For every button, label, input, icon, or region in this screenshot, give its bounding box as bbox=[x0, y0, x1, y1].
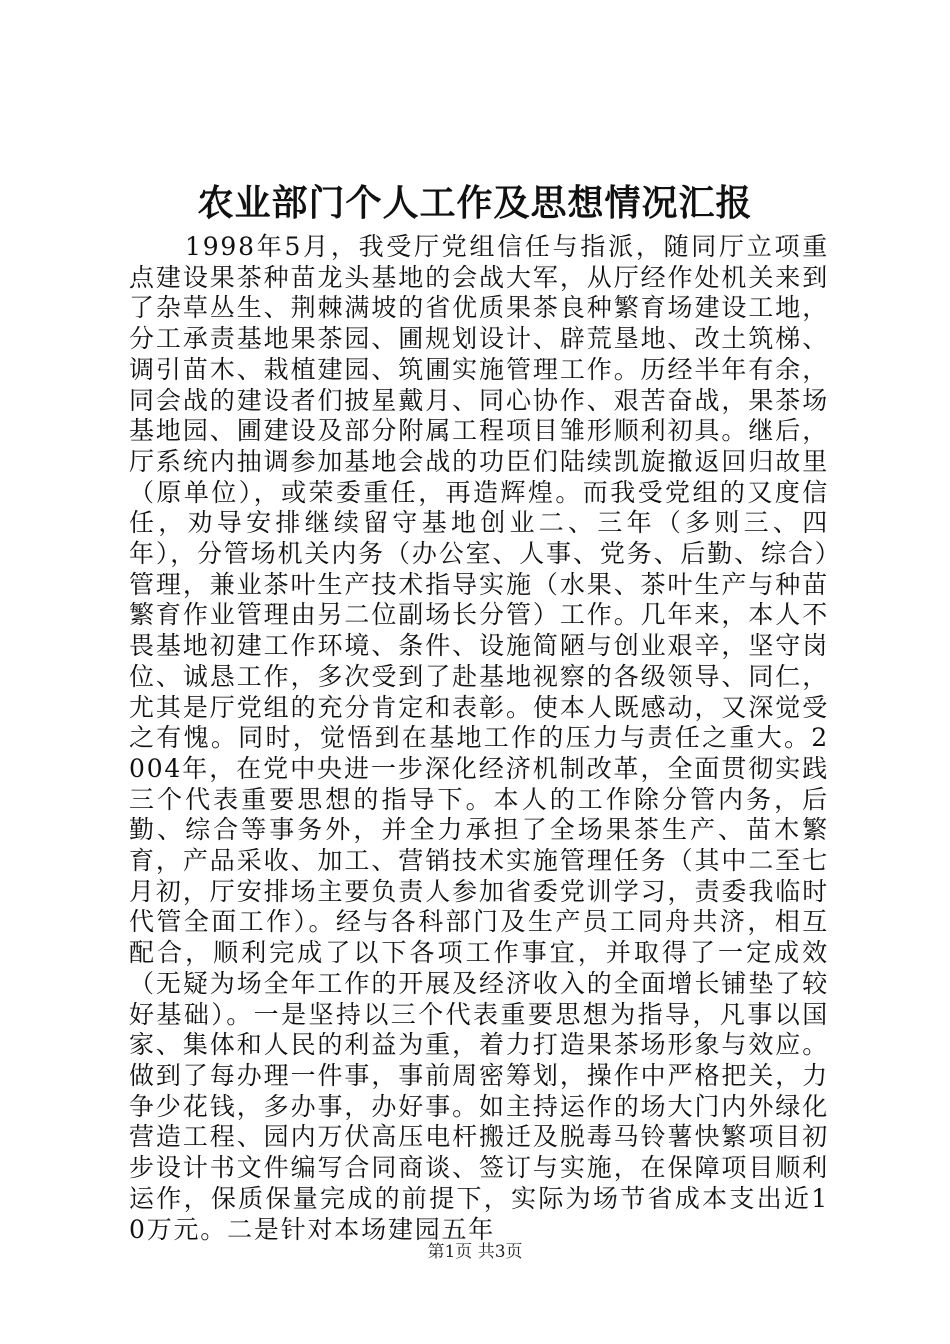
document-title: 农业部门个人工作及思想情况汇报 bbox=[197, 183, 753, 224]
page-number-footer: 第1页 共3页 bbox=[427, 1242, 523, 1262]
body-paragraph: 1998年5月，我受厅党组信任与指派，随同厅立项重点建设果茶种苗龙头基地的会战大军，从厅经作处机关来到了杂草丛生、荆棘满坡的省优质果茶良种繁育场建设工地，分工承责基地果茶园、圃规划设计、辟荒垦地、改土筑梯、调引苗木、栽植建园、筑圃实施管理工作。历经半年有余，同会战的建设者们披星戴月、同心协作、艰苦奋战，果茶场基地园、圃建设及部分附属工程项目雏形顺利初具。继后，厅系统内抽调参加基地会战的功臣们陆续凯旋撤返回归故里（原单位），或荣委重任，再造辉煌。而我受党组的又度信任，劝导安排继续留守基地创业二、三年（多则三、四年），分管场机关内务（办公室、人事、党务、后勤、综合）管理，兼业茶叶生产技术指导实施（水果、茶叶生产与种苗繁育作业管理由另二位副场长分管）工作。几年来，本人不畏基地初建工作环境、条件、设施简陋与创业艰辛，坚守岗位、诚恳工作，多次受到了赴基地视察的各级领导、同仁，尤其是厅党组的充分肯定和表彰。使本人既感动，又深觉受之有愧。同时，觉悟到在基地工作的压力与责任之重大。2004年，在党中央进一步深化经济机制改革，全面贯彻实践三个代表重要思想的指导下。本人的工作除分管内务，后勤、综合等事务外，并全力承担了全场果茶生产、苗木繁育，产品采收、加工、营销技术实施管理任务（其中二至七月初，厅安排场主要负责人参加省委党训学习，责委我临时代管全面工作）。经与各科部门及生产员工同舟共济，相互配合，顺利完成了以下各项工作事宜，并取得了一定成效（无疑为场全年工作的开展及经济收入的全面增长铺垫了较好基础）。一是坚持以三个代表重要思想为指导，凡事以国家、集体和人民的利益为重，着力打造果茶场形象与效应。做到了每办理一件事，事前周密筹划，操作中严格把关，力争少花钱，多办事，办好事。如主持运作的场大门内外绿化营造工程、园内万伏高压电杆搬迁及脱毒马铃薯快繁项目初步设计书文件编写合同商谈、签订与实施，在保障项目顺利运作，保质保量完成的前提下，实际为场节省成本支出近10万元。二是针对本场建园五年 bbox=[129, 232, 829, 1244]
